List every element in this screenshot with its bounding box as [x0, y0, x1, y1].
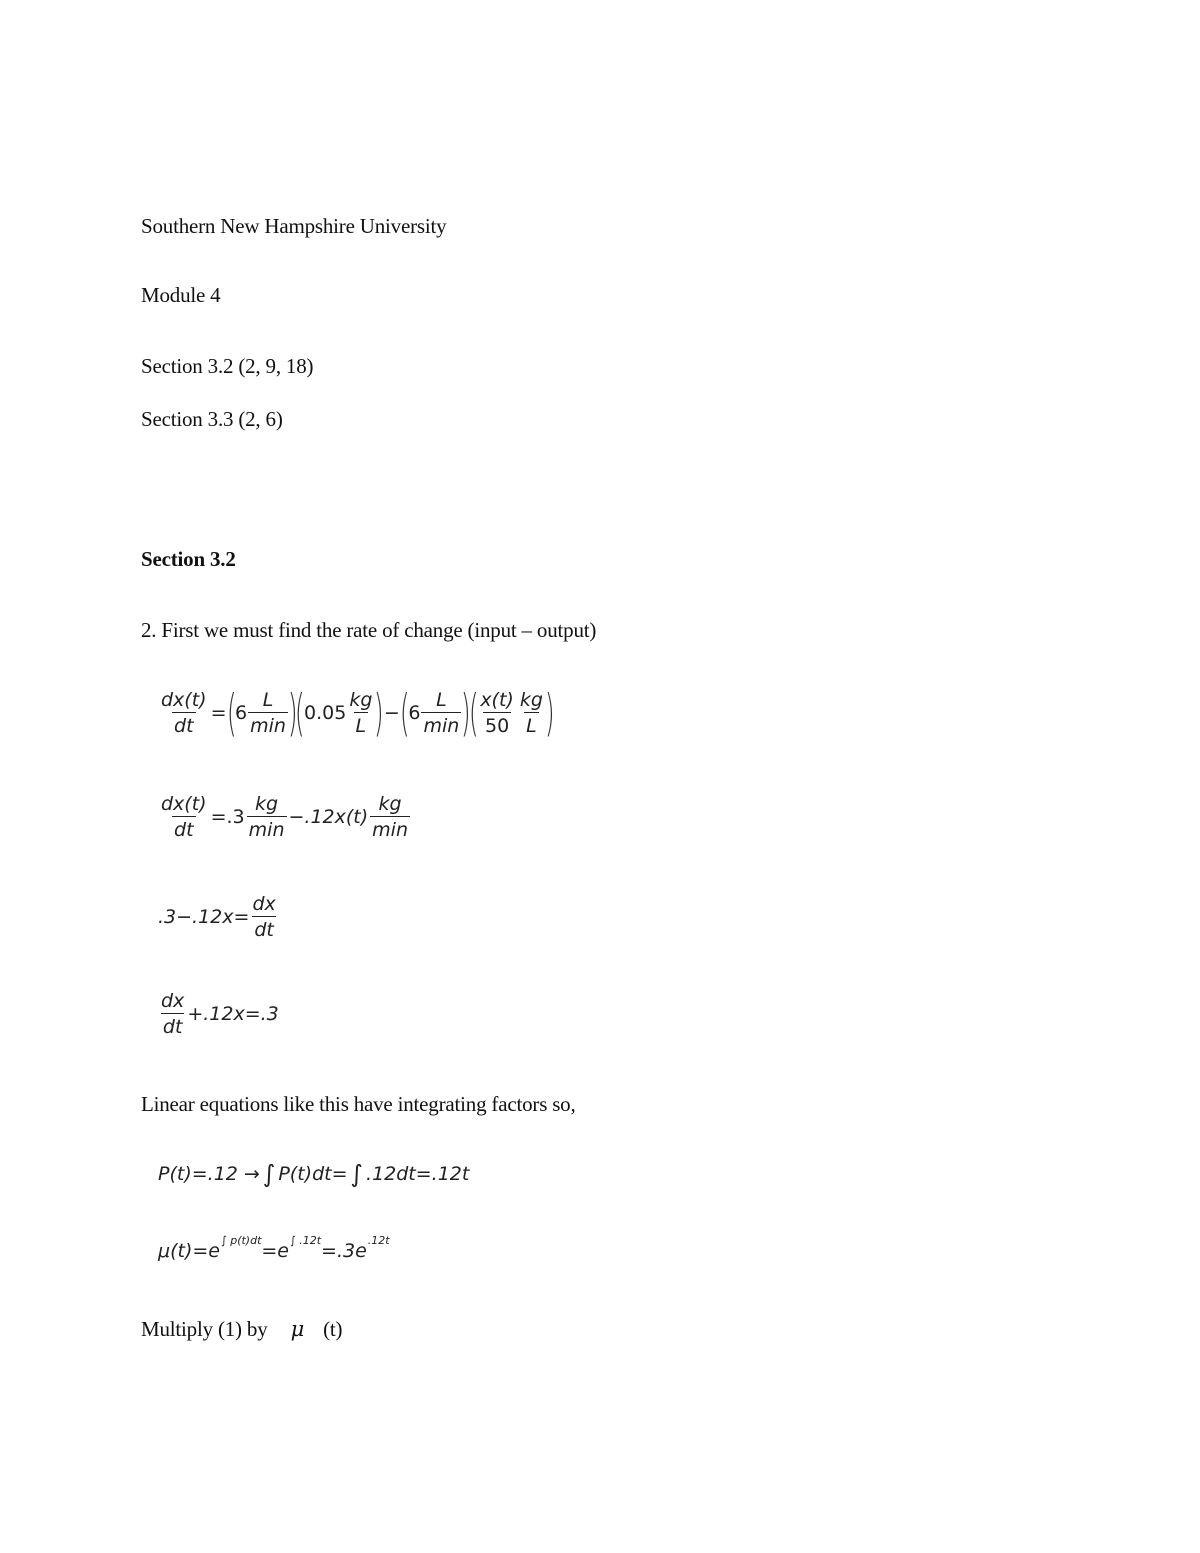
rhs-expression: +.12x=.3 [187, 1003, 279, 1025]
exponent: .12t [367, 1233, 390, 1247]
frac-numerator: kg [378, 793, 402, 815]
minus-sign: − [383, 702, 400, 724]
integral-sign: ∫ [350, 1160, 364, 1188]
fraction-unit [347, 689, 374, 737]
paren-close: ) [544, 684, 555, 742]
fraction-unit [518, 689, 545, 737]
institution-name: Southern New Hampshire University [141, 214, 447, 238]
frac-denominator: min [248, 712, 288, 737]
paren-close: ) [461, 684, 471, 742]
equation-linear-form [158, 990, 279, 1038]
fraction-unit [248, 689, 288, 737]
section-heading: Section 3.2 [141, 547, 236, 571]
equation-rate-of-change [158, 684, 555, 742]
fraction-concentration [478, 689, 516, 737]
equation-simplified [158, 793, 411, 841]
mu-result: =.3e [321, 1240, 367, 1262]
fraction-unit [370, 793, 410, 841]
paren-close: ) [374, 684, 385, 742]
coefficient: 6 [408, 702, 421, 724]
frac-numerator: dx(t) [161, 689, 207, 711]
integral-result: .12dt=.12t [366, 1163, 470, 1185]
fraction-dxdt [159, 793, 209, 841]
frac-numerator: kg [519, 689, 543, 711]
fraction-unit [421, 689, 461, 737]
frac-denominator: dt [172, 712, 196, 737]
coefficient: 0.05 [304, 702, 347, 724]
lhs-expression: .3−.12x= [158, 906, 250, 928]
frac-denominator: min [421, 712, 461, 737]
fraction-dxdt [250, 893, 277, 941]
frac-denominator: min [370, 816, 410, 841]
problem-intro: 2. First we must find the rate of change (input – output) [141, 618, 597, 642]
frac-numerator: dx [252, 893, 276, 915]
exponent: ∫ p(t)dt [220, 1233, 262, 1247]
multiply-suffix: (t) [323, 1317, 343, 1341]
frac-numerator: kg [349, 689, 373, 711]
equation-rearranged [158, 893, 279, 941]
exponent: ∫ .12t [290, 1233, 322, 1247]
module-label: Module 4 [141, 283, 221, 307]
frac-numerator: kg [255, 793, 279, 815]
integrating-factor-text: Linear equations like this have integrating factors so, [141, 1092, 576, 1116]
frac-numerator: L [262, 689, 274, 711]
mu-equals: =e [261, 1240, 289, 1262]
frac-numerator: dx [161, 990, 185, 1012]
frac-denominator: min [247, 816, 287, 841]
frac-denominator: L [354, 712, 369, 737]
fraction-dxdt [159, 990, 186, 1038]
paren-open: ( [295, 684, 306, 742]
p-of-t: P(t)=.12 → [158, 1163, 260, 1185]
multiply-instruction [141, 1316, 342, 1342]
frac-denominator: dt [172, 816, 196, 841]
frac-numerator: dx(t) [161, 793, 207, 815]
assignment-line-1: Section 3.2 (2, 9, 18) [141, 354, 314, 378]
paren-open: ( [226, 684, 237, 742]
fraction-unit [247, 793, 287, 841]
equation-integral-p [158, 1160, 469, 1188]
frac-numerator: L [436, 689, 447, 711]
equals-constant: =.3 [210, 806, 245, 828]
coefficient: 6 [235, 702, 248, 724]
middle-term: −.12x(t) [288, 806, 369, 828]
frac-denominator: dt [161, 1013, 185, 1038]
fraction-dxdt [159, 689, 209, 737]
paren-close: ) [287, 684, 298, 742]
paren-open: ( [399, 684, 410, 742]
integral-expression: P(t)dt= [278, 1163, 348, 1185]
multiply-prefix: Multiply (1) by [141, 1317, 268, 1341]
mu-expression: μ(t)=e [158, 1240, 220, 1262]
frac-denominator: L [524, 712, 539, 737]
integral-sign: ∫ [262, 1160, 276, 1188]
mu-symbol: μ [290, 1317, 305, 1341]
paren-open: ( [468, 684, 479, 742]
frac-denominator: 50 [483, 712, 511, 737]
frac-denominator: dt [252, 916, 276, 941]
assignment-line-2: Section 3.3 (2, 6) [141, 407, 283, 431]
equation-integrating-factor [158, 1233, 390, 1262]
frac-numerator: x(t) [480, 689, 514, 711]
equals-sign: = [210, 702, 227, 724]
